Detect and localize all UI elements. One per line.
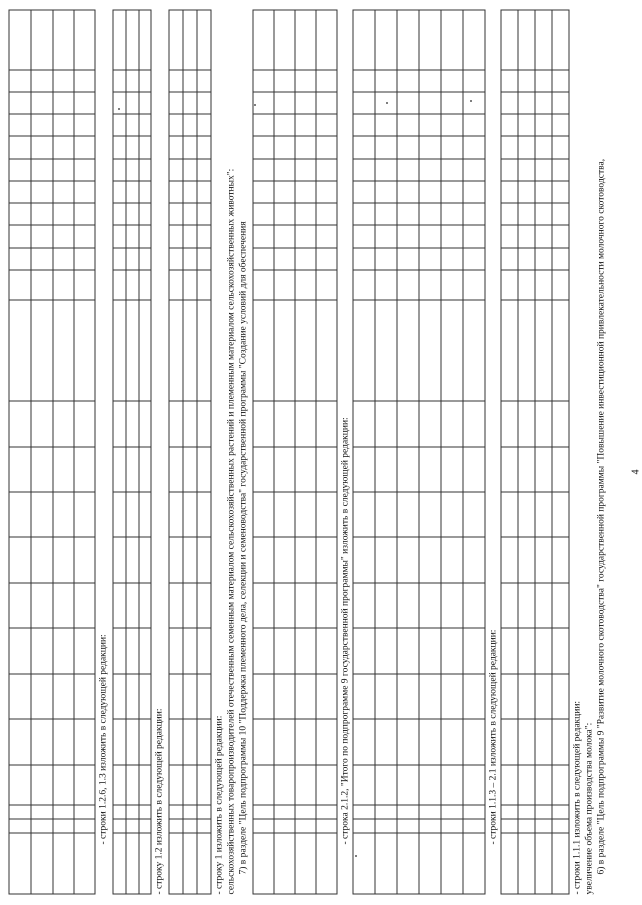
- heading-1-2-6: - строки 1.2.6, 1.3 изложить в следующей редакции:: [98, 634, 109, 845]
- scan-speck: [470, 100, 472, 102]
- rotated-sheet: [1, 0, 641, 905]
- section6-line2: увеличение объема производства молока":: [584, 722, 595, 895]
- page-number: 4: [630, 469, 642, 475]
- section7-line1: 7) в разделе "Цель подпрограммы 10 "Поддержка племенного дела, селекции и семеноводства" государственной программы "Создание условий для обеспечения: [238, 221, 249, 875]
- table-row-1-1-1: [501, 10, 570, 895]
- table-row-1: [169, 10, 212, 895]
- heading-1-1-3: - строки 1.1.3 – 2.1 изложить в следующей редакции:: [488, 629, 499, 845]
- scan-speck: [355, 855, 357, 857]
- heading-1-2: - строку 1.2 изложить в следующей редакции:: [154, 708, 165, 895]
- table-row-2-1-2-total: [253, 10, 338, 895]
- section7-line3: - строку 1 изложить в следующей редакции:: [214, 715, 225, 895]
- section7-line2: сельскохозяйственных товаропроизводителей отечественным семенным материалом сельскохозяйственных растений и племенным материалом сельскохозяйственных животных":: [226, 168, 237, 895]
- table-rows-1-2-6-1-3: [9, 10, 96, 895]
- heading-2-1-2: - строка 2.1.2, "Итого по подпрограмме 9 государственной программы" изложить в следующей редакции:: [340, 417, 351, 845]
- section6-line3: - строки 1.1.1 изложить в следующей редакции:: [572, 700, 583, 895]
- scan-speck: [118, 108, 120, 110]
- table-row-1-2: [113, 10, 152, 895]
- section6-line1: 6) в разделе "Цель подпрограммы 9 "Развитие молочного скотоводства" государственной программы "Повышение инвестиционной привлекательности молочного скотоводства,: [596, 158, 607, 875]
- scan-speck: [386, 102, 388, 104]
- scan-speck: [254, 104, 256, 106]
- table-rows-1-1-3-to-2-1: [353, 10, 486, 895]
